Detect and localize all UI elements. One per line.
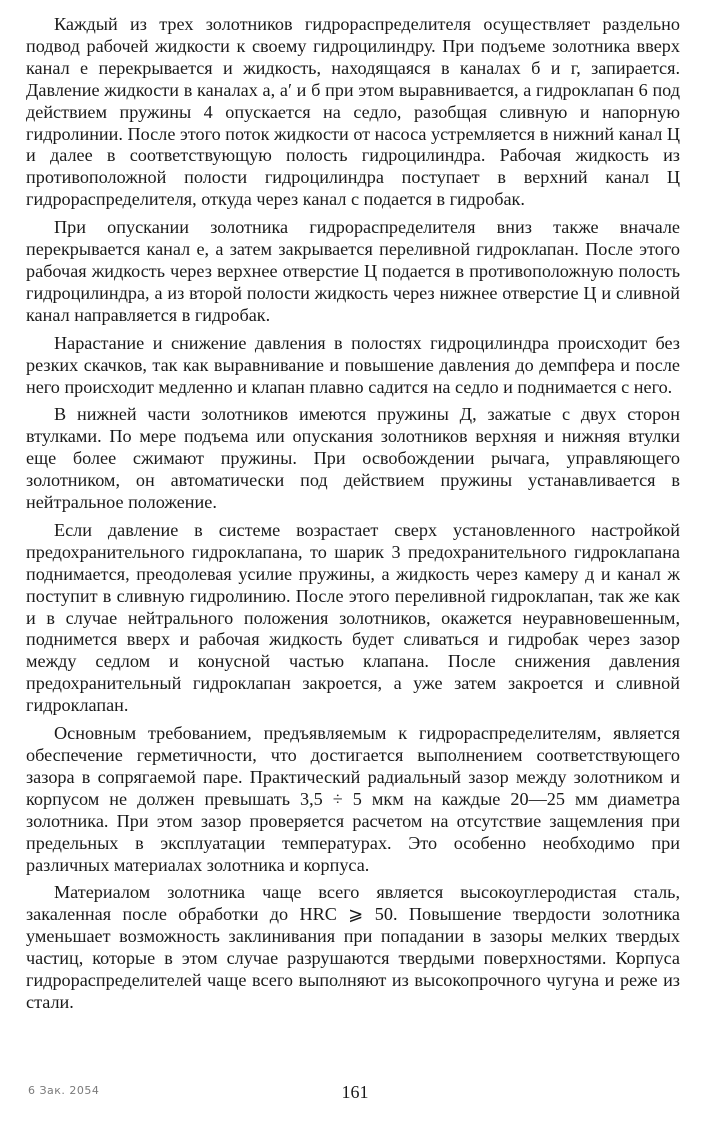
paragraph-materials: Материалом золотника чаще всего является высокоуглеродистая сталь, закаленная после обработки до HRC ⩾ 50. Повышение твердости золотника уменьшает возможность заклинивания при попадании в зазоры мелких твердых частиц, которые в этом случае разрушаются твердыми поверхностями. Корпуса гидрораспределителей чаще всего выполняют из высокопрочного чугуна и реже из стали. (26, 882, 680, 1012)
page-body (26, 14, 680, 1020)
paragraph-spool-lowering: При опускании золотника гидрораспределителя вниз также вначале перекрывается канал е, а затем закрывается переливной гидроклапан. После этого рабочая жидкость через верхнее отверстие Ц подается в противоположную полость гидроцилиндра, а из второй полости жидкость через нижнее отверстие Ц и сливной канал направляется в гидробак. (26, 217, 680, 325)
paragraph-springs: В нижней части золотников имеются пружины Д, зажатые с двух сторон втулками. По мере подъема или опускания золотников верхняя и нижняя втулки еще более сжимают пружины. При освобождении рычага, управляющего золотником, он автоматически под действием пружины устанавливается в нейтральное положение. (26, 404, 680, 513)
paragraph-spool-operation: Каждый из трех золотников гидрораспределителя осуществляет раздельно подвод рабочей жидкости к своему гидроцилиндру. При подъеме золотника вверх канал е перекрывается и жидкость, находящаяся в каналах б и г, запирается. Давление жидкости в каналах а, а′ и б при этом выравнивается, а гидроклапан 6 под действием пружины 4 опускается на седло, разобщая сливную и напорную гидролинии. После этого поток жидкости от насоса устремляется в нижний канал Ц и далее в соответствующую полость гидроцилиндра. Рабочая жидкость из противоположной полости гидроцилиндра поступает в верхний канал Ц гидрораспределителя, откуда через канал с подается в гидробак. (26, 14, 680, 210)
paragraph-pressure-change: Нарастание и снижение давления в полостях гидроцилиндра происходит без резких скачков, так как выравнивание и повышение давления до демпфера и после него происходит медленно и клапан плавно садится на седло и поднимается с него. (26, 332, 680, 397)
page-number: 161 (341, 1082, 369, 1102)
printer-signature: 6 Зак. 2054 (28, 1084, 100, 1097)
paragraph-sealing-requirements: Основным требованием, предъявляемым к гидрораспределителям, является обеспечение герметичности, что достигается выполнением соответствующего зазора в сопрягаемой паре. Практический радиальный зазор между золотником и корпусом не должен превышать 3,5 ÷ 5 мкм на каждые 20—25 мм диаметра золотника. При этом зазор проверяется расчетом на отсутствие защемления при предельных в эксплуатации температурах. Это особенно необходимо при различных материалах золотника и корпуса. (26, 723, 680, 875)
page-footer (0, 1082, 710, 1106)
paragraph-safety-valve: Если давление в системе возрастает сверх установленного настройкой предохранительного гидроклапана, то шарик 3 предохранительного гидроклапана поднимается, преодолевая усилие пружины, а жидкость через камеру д и канал ж поступит в сливную гидролинию. После этого переливной гидроклапан, так же как и в случае нейтрального положения золотников, окажется неуравновешенным, поднимется вверх и рабочая жидкость будет сливаться и гидробак через зазор между седлом и конусной частью клапана. После снижения давления предохранительный гидроклапан закроется, а уже затем закроется и сливной гидроклапан. (26, 519, 680, 716)
